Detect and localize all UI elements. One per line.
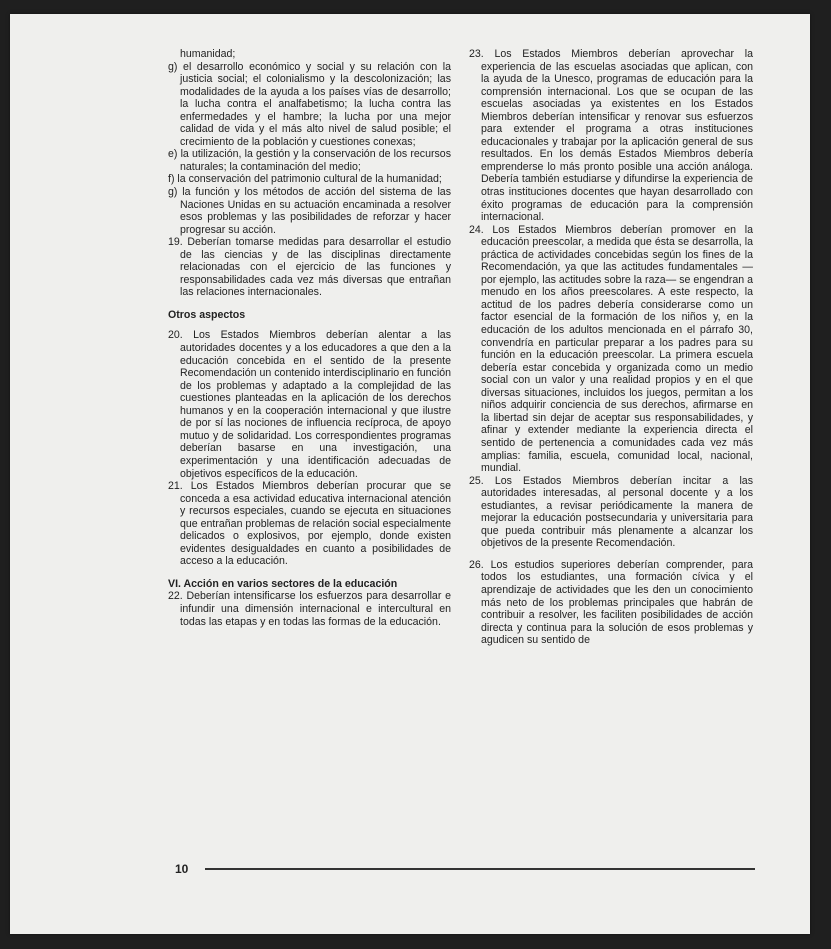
section-heading: VI. Acción en varios sectores de la educación	[168, 577, 398, 590]
document-page	[10, 14, 810, 934]
page-number: 10	[175, 862, 189, 876]
paragraph: 26. Los estudios superiores deberían comprender, para todos los estudiantes, una formación cívica y el aprendizaje de actividades que les den un conocimiento más neto de los problemas principales que habrán de contribuir a resolver, les faciliten posibilidades de acción directa y continua para la solución de esos problemas y agudicen su sentido de	[469, 558, 753, 647]
paragraph: 21. Los Estados Miembros deberían procurar que se conceda a esa actividad educativa internacional atención y recursos especiales, cuando se ejecuta en situaciones que entrañan problemas de relación social especialmente delicados o explosivos, por ejemplo, donde existen evidentes desigualdades en cuanto a posibilidades de acceso a la educación.	[168, 480, 451, 568]
paragraph: g) el desarrollo económico y social y su relación con la justicia social; el colonialismo y la descolonización; las modalidades de la ayuda a los países vías de desarrollo; la lucha contra el analfabetismo; la lucha contra las enfermedades y el hambre; la lucha por una mejor calidad de vida y el más alto nivel de salud posible; el crecimiento de la población y cuestiones conexas;	[168, 60, 451, 148]
page-footer	[175, 862, 755, 876]
paragraph: e) la utilización, la gestión y la conservación de los recursos naturales; la contaminación del medio;	[168, 148, 451, 173]
paragraph: 25. Los Estados Miembros deberían incitar a las autoridades interesadas, al personal docente y a los estudiantes, a revisar periódicamente la manera de mejorar la educación postsecundaria y universitaria para que pueda contribuir más plenamente a alcanzar los objetivos de la presente Recomendación.	[469, 474, 753, 550]
paragraph: f) la conservación del patrimonio cultural de la humanidad;	[168, 173, 442, 186]
footer-rule	[205, 868, 755, 870]
section-heading: Otros aspectos	[168, 308, 246, 321]
paragraph: g) la función y los métodos de acción del sistema de las Naciones Unidas en su actuación encaminada a resolver esos problemas y las posibilidades de reforzar y hacer progresar su acción.	[168, 186, 451, 236]
paragraph: 23. Los Estados Miembros deberían aprovechar la experiencia de las escuelas asociadas que aplican, con la ayuda de la Unesco, programas de educación para la comprensión internacional. Los que se ocupan de las escuelas asociadas ya existentes en los Estados Miembros deberían intensificar y renovar sus esfuerzos para extender el programa a otras instituciones educacionales y trabajar por la aplicación general de sus resultados. En los demás Estados Miembros debería emprenderse lo más pronto posible una acción análoga. Debería también estudiarse y difundirse la experiencia de otras instituciones docentes que hayan desarrollado con éxito programas de educación para la comprensión internacional.	[469, 48, 753, 224]
paragraph: 20. Los Estados Miembros deberían alentar a las autoridades docentes y a los educadores a que den a la educación concebida en el sentido de la presente Recomendación un contenido interdisciplinario en función de los problemas y adaptado a la complejidad de las cuestiones planteadas en la aplicación de los derechos humanos y en la cooperación internacional y que ilustre de por sí las nociones de influencia recíproca, de apoyo mutuo y de solidaridad. Los correspondientes programas deberían basarse en una investigación, una experimentación y una identificación adecuadas de objetivos específicos de la educación.	[168, 329, 451, 480]
paragraph: 22. Deberían intensificarse los esfuerzos para desarrollar e infundir una dimensión internacional e intercultural en todas las etapas y en todas las formas de la educación.	[168, 590, 451, 628]
left-column	[168, 48, 451, 628]
right-column	[469, 48, 753, 647]
paragraph: 19. Deberían tomarse medidas para desarrollar el estudio de las ciencias y de las disciplinas directamente relacionadas con el ejercicio de las funciones y responsabilidades cada vez más diversas que entrañan las relaciones internacionales.	[168, 236, 451, 299]
paragraph: 24. Los Estados Miembros deberían promover en la educación preescolar, a medida que ésta se desarrolla, la práctica de actividades concebidas según los fines de la Recomendación, ya que las actitudes fundamentales —por ejemplo, las actitudes sobre la raza— se engendran a menudo en los años preescolares. A este respecto, la actitud de los padres debería considerarse como un factor esencial de la formación de los niños y, en la educación de los adultos mencionada en el párrafo 30, convendría en particular preparar a los padres para su función en la educación preescolar. La primera escuela debería estar concebida y organizada como un medio social con un valor y una realidad propios y en el que diversas situaciones, incluidos los juegos, permitan a los niños adquirir conciencia de sus derechos, afirmarse en la libertad sin dejar de aceptar sus responsabilidades, y afinar y extender mediante la experiencia directa el sentido de pertenencia a comunidades cada vez más amplias: familia, escuela, comunidad local, nacional, mundial.	[469, 223, 753, 475]
paragraph: humanidad;	[180, 48, 236, 60]
